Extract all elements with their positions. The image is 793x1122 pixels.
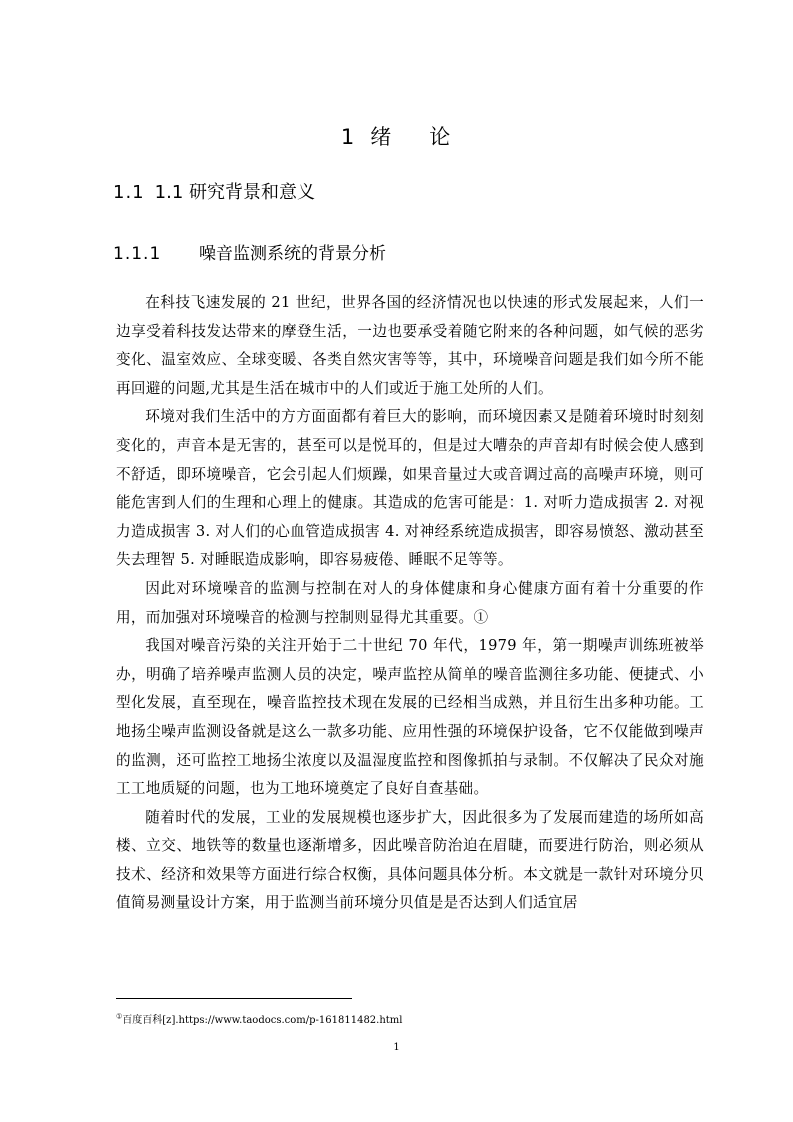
paragraph: 环境对我们生活中的方方面面都有着巨大的影响，而环境因素又是随着环境时时刻刻变化的，声音本是无害的，甚至可以是悦耳的，但是过大嘈杂的声音却有时候会使人感到不舒适，即环境噪音，它会引起人们烦躁，如果音量过大或音调过高的高噪声环境，则可能危害到人们的生理和心理上的健康。其造成的危害可能是：1. 对听力造成损害 2. 对视力造成损害 3. 对人们的心血管造成损害 4. 对神经系统造成损害，即容易愤怒、激动甚至失去理智 5. 对睡眠造成影响，即容易疲倦、睡眠不足等等。 [116,408,704,569]
section-number: 1.1 [113,182,145,203]
chapter-title [0,121,793,151]
section-title: 1.1 研究背景和意义 [154,182,315,203]
paragraph: 因此对环境噪音的监测与控制在对人的身体健康和身心健康方面有着十分重要的作用，而加强对环境噪音的检测与控制则显得尤其重要。① [116,579,704,626]
paragraph: 随着时代的发展，工业的发展规模也逐步扩大，因此很多为了发展而建造的场所如高楼、立交、地铁等的数量也逐渐增多，因此噪音防治迫在眉睫，而要进行防治，则必须从技术、经济和效果等方面进行综合权衡，具体问题具体分析。本文就是一款针对环境分贝值简易测量设计方案，用于监测当前环境分贝值是是否达到人们适宜居 [116,808,704,912]
subsection-heading [113,239,386,264]
chapter-number: 1 [340,125,357,149]
paragraph: 在科技飞速发展的 21 世纪，世界各国的经济情况也以快速的形式发展起来，人们一边享受着科技发达带来的摩登生活，一边也要承受着随它附来的各种问题，如气候的恶劣变化、温室效应、全球变暖、各类自然灾害等等，其中，环境噪音问题是我们如今所不能再回避的问题,尤其是生活在城市中的人们或近于施工处所的人们。 [116,294,704,397]
footnote-text: 百度百科[z].https://www.taodocs.com/p-161811482.html [122,1015,403,1026]
chapter-title-part1: 绪 [370,125,394,149]
paragraph: 我国对噪音污染的关注开始于二十世纪 70 年代，1979 年，第一期噪声训练班被举办，明确了培养噪声监测人员的决定，噪声监控从简单的噪音监测往多功能、便捷式、小型化发展，直至现在，噪音监控技术现在发展的已经相当成熟，并且衍生出多种功能。工地扬尘噪声监测设备就是这么一款多功能、应用性强的环境保护设备，它不仅能做到噪声的监测，还可监控工地扬尘浓度以及温湿度监控和图像抓拍与录制。不仅解决了民众对施工工地质疑的问题，也为工地环境奠定了良好自查基础。 [116,637,704,798]
footnote-marker: ① [116,1012,123,1021]
page-number: 1 [393,1042,400,1053]
subsection-number: 1.1.1 [113,244,162,264]
section-heading [113,178,315,204]
body-text [116,289,704,918]
subsection-title: 噪音监测系统的背景分析 [199,244,386,264]
footnote [116,1011,403,1026]
footnote-separator [116,998,352,999]
chapter-title-part2: 论 [429,125,453,149]
